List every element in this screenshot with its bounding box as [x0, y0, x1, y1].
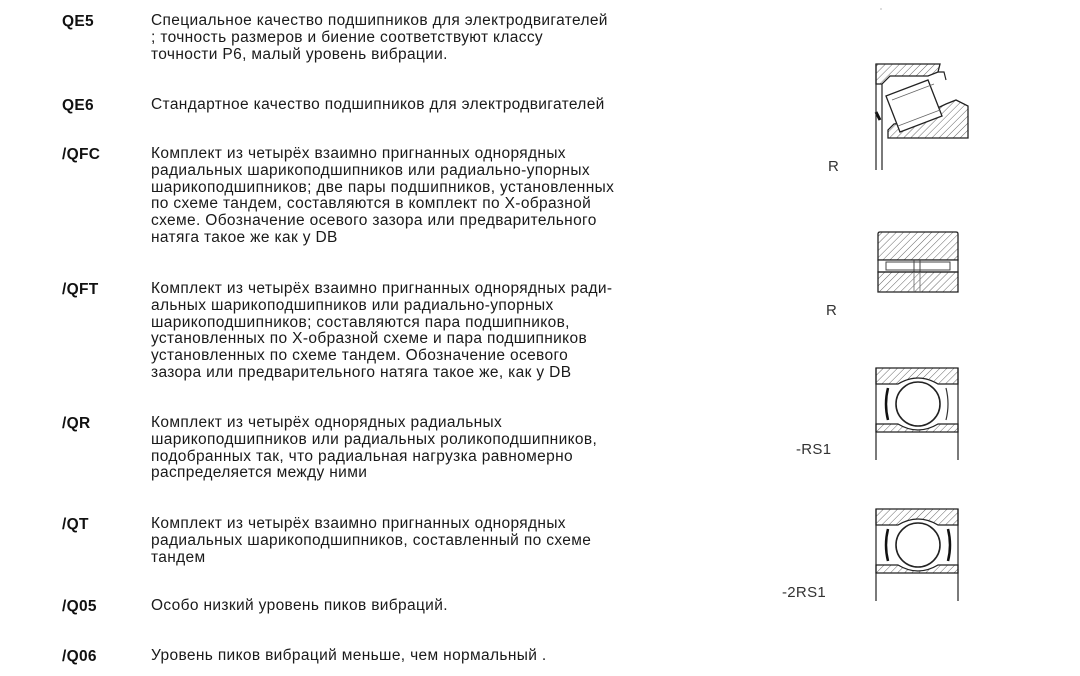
desc-line: Стандартное качество подшипников для электродвигателей — [151, 96, 605, 113]
desc-line: Уровень пиков вибраций меньше, чем нормальный . — [151, 647, 547, 664]
desc-line: подобранных так, что радиальная нагрузка равномерно — [151, 447, 573, 465]
entry-code: QE5 — [62, 13, 94, 30]
double-seal-ball-bearing-icon — [868, 503, 968, 603]
desc-line: альных шарикоподшипников или радиально-упорных — [151, 296, 554, 314]
desc-line: установленных по схеме тандем. Обозначение осевого — [151, 347, 569, 365]
entry-description — [151, 648, 731, 665]
desc-line: установленных по Х-образной схеме и пара подшипников — [151, 330, 588, 348]
desc-line: Комплект из четырёх взаимно пригнанных однорядных — [151, 515, 566, 532]
desc-line: по схеме тандем, составляются в комплект по Х-образной — [151, 195, 592, 213]
figure-label: R — [826, 302, 838, 319]
entry-code: /Q05 — [62, 598, 97, 615]
desc-line: радиальных шарикоподшипников или радиально-упорных — [151, 161, 590, 179]
desc-line: шарикоподшипников или радиальных роликоподшипников, — [151, 430, 598, 448]
entry-description — [151, 97, 731, 114]
entry-description — [151, 598, 731, 615]
desc-line: зазора или предварительного натяга такое же, как у DB — [151, 363, 572, 381]
desc-line: Комплект из четырёх однорядных радиальных — [151, 414, 503, 431]
speck — [880, 8, 882, 10]
desc-line: шарикоподшипников; составляются пара подшипников, — [151, 313, 570, 331]
desc-line: Особо низкий уровень пиков вибраций. — [151, 597, 448, 614]
entry-code: /QFT — [62, 281, 99, 298]
entry-description — [151, 146, 731, 247]
cylindrical-roller-bearing-icon — [870, 230, 970, 300]
figure-label: -2RS1 — [782, 584, 827, 601]
figure-label: R — [828, 158, 840, 175]
desc-line: Комплект из четырёх взаимно пригнанных однорядных — [151, 145, 566, 162]
desc-line: Комплект из четырёх взаимно пригнанных однорядных ради- — [151, 280, 613, 297]
desc-line: шарикоподшипников; две пары подшипников, установленных — [151, 178, 615, 196]
entry-code: QE6 — [62, 97, 94, 114]
desc-line: схеме. Обозначение осевого зазора или предварительного — [151, 212, 597, 230]
desc-line: распределяется между ними — [151, 464, 368, 482]
entry-code: /QFC — [62, 146, 101, 163]
entry-description — [151, 415, 731, 482]
desc-line: натяга такое же как у DB — [151, 228, 338, 246]
desc-line: тандем — [151, 548, 206, 566]
tapered-roller-bearing-icon — [868, 60, 978, 175]
single-seal-ball-bearing-icon — [868, 362, 968, 462]
entry-code: /Q06 — [62, 648, 97, 665]
entry-description — [151, 281, 731, 382]
desc-line: ; точность размеров и биение соответствуют классу — [151, 28, 544, 46]
entry-code: /QT — [62, 516, 89, 533]
entry-description — [151, 13, 731, 63]
desc-line: Специальное качество подшипников для электродвигателей — [151, 12, 608, 29]
entry-code: /QR — [62, 415, 91, 432]
entry-description — [151, 516, 731, 566]
figure-label: -RS1 — [796, 441, 832, 458]
desc-line: точности P6, малый уровень вибрации. — [151, 45, 448, 63]
desc-line: радиальных шарикоподшипников, составленный по схеме — [151, 531, 592, 549]
